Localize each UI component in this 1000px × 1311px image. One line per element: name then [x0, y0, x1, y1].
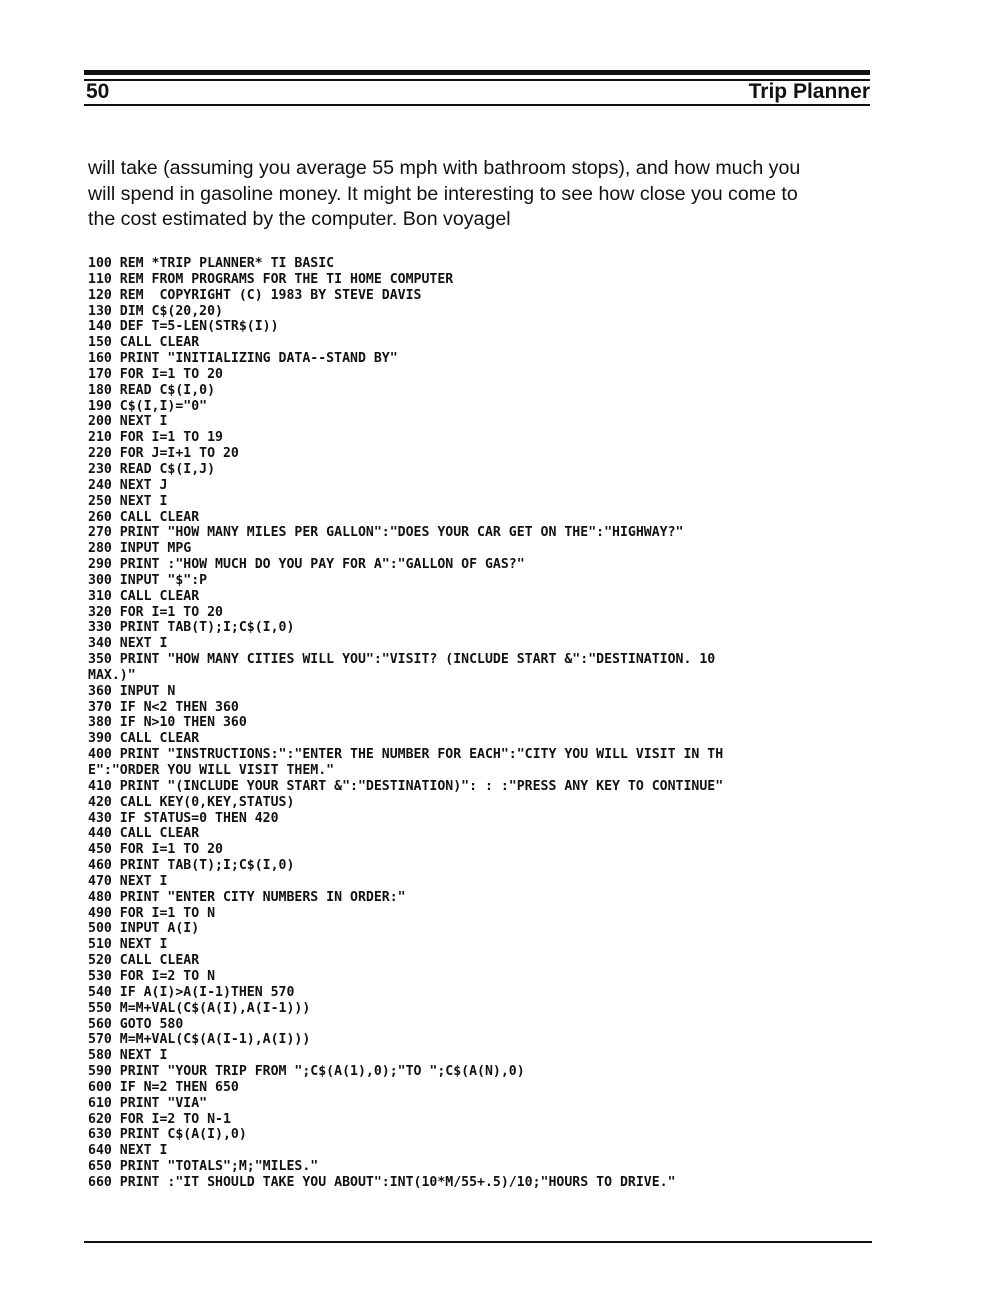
code-line: 620 FOR I=2 TO N-1: [88, 1111, 231, 1127]
code-line: 510 NEXT I: [88, 937, 168, 953]
basic-program-listing: [88, 256, 878, 1191]
code-line: 230 READ C$(I,J): [88, 461, 216, 477]
code-line: 530 FOR I=2 TO N: [88, 968, 216, 984]
code-line: 120 REM COPYRIGHT (C) 1983 BY STEVE DAVIS: [88, 287, 422, 303]
code-line: 170 FOR I=1 TO 20: [88, 366, 223, 382]
code-line: 520 CALL CLEAR: [88, 953, 200, 969]
code-line: 160 PRINT "INITIALIZING DATA--STAND BY": [88, 351, 398, 367]
code-line: 270 PRINT "HOW MANY MILES PER GALLON":"DOES YOUR CAR GET ON THE":"HIGHWAY?": [88, 525, 684, 541]
code-line: 330 PRINT TAB(T);I;C$(I,0): [88, 620, 295, 636]
code-line: 440 CALL CLEAR: [88, 826, 200, 842]
code-line: 430 IF STATUS=0 THEN 420: [88, 810, 279, 826]
page-number: 50: [86, 80, 110, 103]
code-line: 660 PRINT :"IT SHOULD TAKE YOU ABOUT":INT(10*M/55+.5)/10;"HOURS TO DRIVE.": [88, 1174, 676, 1190]
code-line: 480 PRINT "ENTER CITY NUMBERS IN ORDER:": [88, 889, 406, 905]
intro-paragraph: [88, 156, 878, 233]
code-line: 190 C$(I,I)="0": [88, 398, 208, 414]
code-line: 110 REM FROM PROGRAMS FOR THE TI HOME COMPUTER: [88, 271, 454, 287]
code-line: 340 NEXT I: [88, 636, 168, 652]
code-line: 290 PRINT :"HOW MUCH DO YOU PAY FOR A":"GALLON OF GAS?": [88, 557, 525, 573]
code-line: 500 INPUT A(I): [88, 921, 200, 937]
code-line: 140 DEF T=5-LEN(STR$(I)): [88, 319, 279, 335]
code-line: 210 FOR I=1 TO 19: [88, 430, 223, 446]
code-line: 590 PRINT "YOUR TRIP FROM ";C$(A(1),0);"TO ";C$(A(N),0): [88, 1064, 525, 1080]
code-line: 560 GOTO 580: [88, 1016, 184, 1032]
code-line: 250 NEXT I: [88, 493, 168, 509]
code-line: 460 PRINT TAB(T);I;C$(I,0): [88, 858, 295, 874]
intro-line: will spend in gasoline money. It might be interesting to see how close you come to: [88, 182, 798, 205]
code-line: 420 CALL KEY(0,KEY,STATUS): [88, 794, 295, 810]
code-line: 390 CALL CLEAR: [88, 731, 200, 747]
code-line: 490 FOR I=1 TO N: [88, 905, 216, 921]
code-line: 370 IF N<2 THEN 360: [88, 699, 239, 715]
code-line: 150 CALL CLEAR: [88, 335, 200, 351]
code-line: 470 NEXT I: [88, 873, 168, 889]
code-line: 360 INPUT N: [88, 683, 176, 699]
code-line: 310 CALL CLEAR: [88, 588, 200, 604]
code-line: MAX.)": [88, 667, 136, 683]
code-line: 200 NEXT I: [88, 414, 168, 430]
header-rule-thick: [84, 70, 870, 75]
header-underline: [84, 104, 870, 106]
code-line: 350 PRINT "HOW MANY CITIES WILL YOU":"VISIT? (INCLUDE START &":"DESTINATION. 10: [88, 652, 716, 668]
code-line: 640 NEXT I: [88, 1143, 168, 1159]
code-line: 650 PRINT "TOTALS";M;"MILES.": [88, 1159, 319, 1175]
code-line: 540 IF A(I)>A(I-1)THEN 570: [88, 984, 295, 1000]
code-line: 300 INPUT "$":P: [88, 572, 208, 588]
code-line: 280 INPUT MPG: [88, 541, 192, 557]
code-line: 180 READ C$(I,0): [88, 382, 216, 398]
code-line: 630 PRINT C$(A(I),0): [88, 1127, 247, 1143]
intro-line: the cost estimated by the computer. Bon voyagel: [88, 208, 511, 230]
code-line: E":"ORDER YOU WILL VISIT THEM.": [88, 763, 335, 778]
code-line: 130 DIM C$(20,20): [88, 303, 223, 319]
footer-rule: [84, 1241, 872, 1243]
code-line: 380 IF N>10 THEN 360: [88, 715, 247, 731]
code-line: 570 M=M+VAL(C$(A(I-1),A(I))): [88, 1032, 311, 1048]
code-line: 600 IF N=2 THEN 650: [88, 1079, 239, 1095]
code-line: 260 CALL CLEAR: [88, 509, 200, 525]
code-line: 220 FOR J=I+1 TO 20: [88, 446, 239, 462]
code-line: 450 FOR I=1 TO 20: [88, 842, 223, 858]
code-line: 240 NEXT J: [88, 477, 168, 493]
code-line: 100 REM *TRIP PLANNER* TI BASIC: [88, 256, 335, 271]
code-line: 580 NEXT I: [88, 1048, 168, 1064]
code-line: 400 PRINT "INSTRUCTIONS:":"ENTER THE NUMBER FOR EACH":"CITY YOU WILL VISIT IN TH: [88, 747, 724, 763]
code-line: 320 FOR I=1 TO 20: [88, 604, 223, 620]
code-line: 550 M=M+VAL(C$(A(I),A(I-1))): [88, 1000, 311, 1016]
running-title: Trip Planner: [748, 80, 870, 103]
code-line: 410 PRINT "(INCLUDE YOUR START &":"DESTINATION)": : :"PRESS ANY KEY TO CONTINUE": [88, 778, 724, 794]
code-line: 610 PRINT "VIA": [88, 1095, 208, 1111]
intro-line: will take (assuming you average 55 mph with bathroom stops), and how much you: [88, 157, 801, 179]
